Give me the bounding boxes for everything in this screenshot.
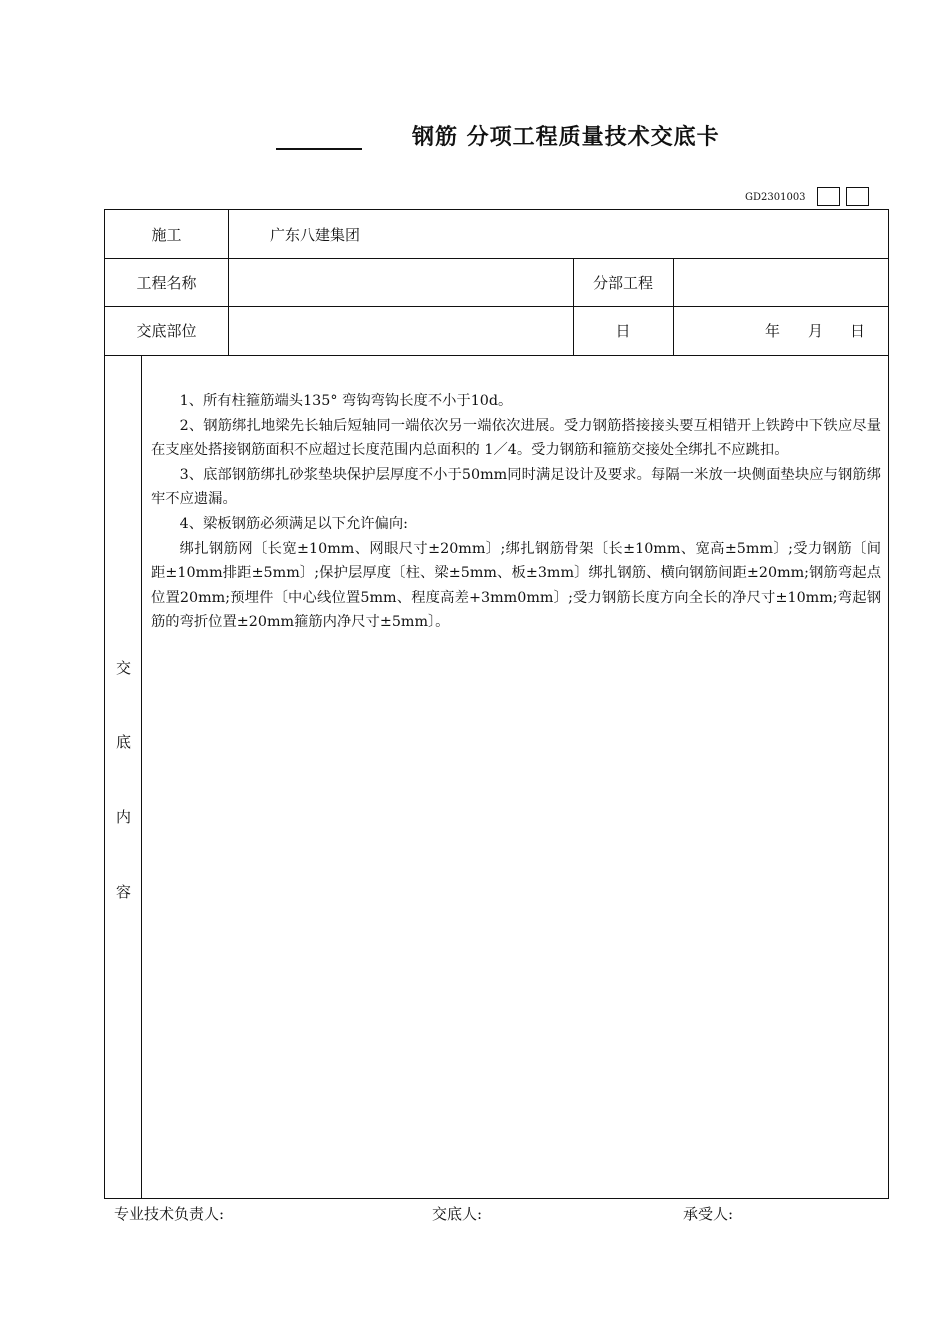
construction-label: 施工	[151, 225, 182, 244]
date-day: 日	[850, 322, 866, 340]
project-name-label: 工程名称	[136, 273, 197, 292]
date-month: 月	[808, 322, 824, 340]
tech-lead-label: 专业技术负责人:	[114, 1205, 225, 1223]
page-title: 钢筋 分项工程质量技术交底卡	[412, 124, 720, 150]
project-name-field[interactable]	[235, 258, 565, 306]
content-paragraph-3: 3、底部钢筋绑扎砂浆垫块保护层厚度不小于50mm同时满足设计及要求。每隔一米放一块侧面垫块应与钢筋绑牢不应遗漏。	[151, 466, 881, 508]
col-divider	[673, 258, 674, 355]
content-paragraph-4: 4、梁板钢筋必须满足以下允许偏向:	[179, 515, 408, 532]
side-label-char: 交	[115, 659, 131, 677]
col-divider	[228, 210, 229, 355]
date-label: 日	[615, 322, 631, 340]
presenter-label: 交底人:	[432, 1205, 483, 1223]
location-label: 交底部位	[136, 322, 197, 340]
side-label-char: 底	[115, 733, 131, 751]
form-code-box-2	[846, 187, 869, 206]
title-blank-line	[276, 148, 362, 150]
form-code-box-1	[817, 187, 840, 206]
col-divider	[141, 355, 142, 1198]
content-paragraph-5: 绑扎钢筋网〔长宽±10mm、网眼尺寸±20mm〕;绑扎钢筋骨架〔长±10mm、宽高±5mm〕;受力钢筋〔间距±10mm排距±5mm〕;保护层厚度〔柱、梁±5mm、板±3mm〕绑扎钢筋、横向钢筋间距±20mm;钢筋弯起点位置20mm;预埋件〔中心线位置5mm、程度高差+3mm0mm〕;受力钢筋长度方向全长的净尺寸±10mm;弯起钢筋的弯折位置±20mm箍筋内净尺寸±5mm〕。	[151, 540, 881, 631]
sub-project-field[interactable]	[680, 258, 880, 306]
receiver-label: 承受人:	[683, 1205, 734, 1223]
content-paragraph-2: 2、钢筋绑扎地梁先长轴后短轴同一端依次另一端依次进展。受力钢筋搭接接头要互相错开上铁跨中下铁应尽量在支座处搭接钢筋面积不应超过长度范围内总面积的 1／4。受力钢筋和箍筋交接处全绑扎不应跳扣。	[151, 417, 881, 459]
disclosure-content	[151, 389, 881, 635]
row-divider	[105, 355, 888, 356]
side-label-char: 容	[115, 883, 131, 901]
sub-project-label: 分部工程	[592, 273, 653, 292]
title-area	[0, 118, 950, 158]
construction-value: 广东八建集团	[270, 225, 361, 244]
form-code: GD2301003	[745, 192, 806, 203]
date-year: 年	[765, 322, 781, 340]
location-field[interactable]	[235, 306, 565, 355]
side-label-char: 内	[115, 808, 131, 826]
content-paragraph-1: 1、所有柱箍筋端头135° 弯钩弯钩长度不小于10d。	[179, 393, 513, 409]
form-table	[104, 209, 889, 1199]
